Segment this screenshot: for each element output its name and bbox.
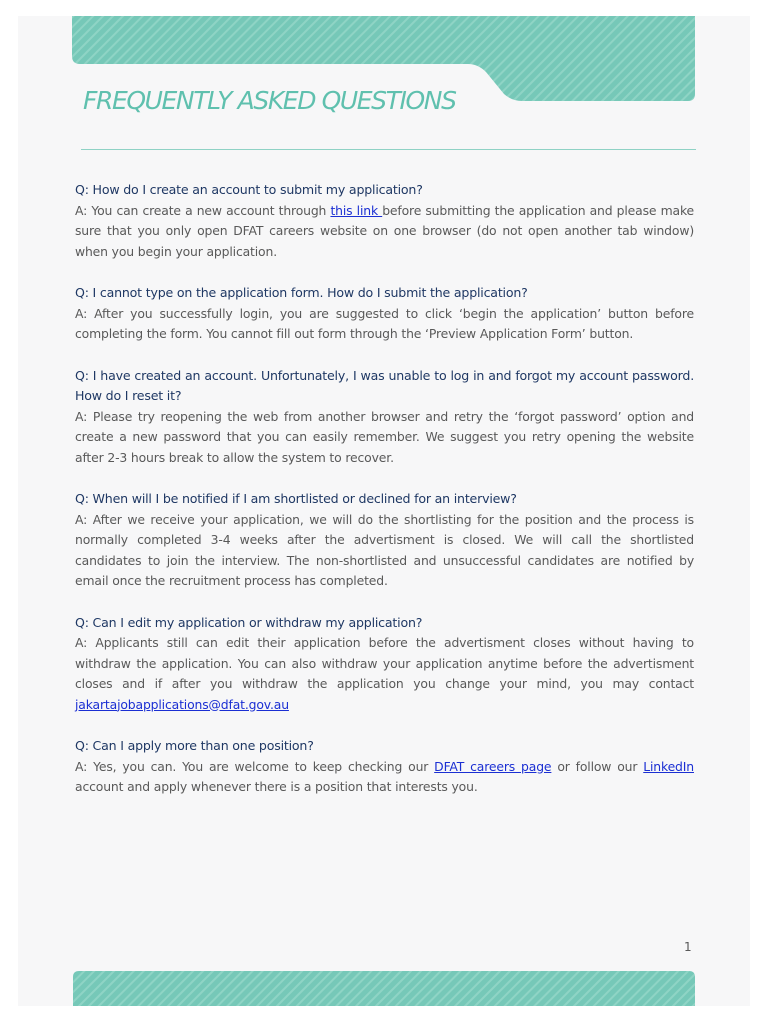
create-account-link[interactable]: this link: [330, 202, 383, 218]
contact-email-link[interactable]: jakartajobapplications@dfat.gov.au: [75, 696, 289, 712]
answer-text: A: Yes, you can. You are welcome to keep checking our: [75, 758, 435, 774]
faq-item: [75, 366, 694, 469]
answer-text: A: You can create a new account through: [75, 202, 331, 218]
faq-answer: A: Please try reopening the web from another browser and retry the ‘forgot password’ option and create a new password that you can easily remember. We suggest you retry opening the website after 2-3 hours break to allow the system to recover.: [75, 408, 694, 465]
page-title: FREQUENTLY ASKED QUESTIONS: [83, 86, 456, 115]
faq-question: Q: I have created an account. Unfortunately, I was unable to log in and forgot my account password. How do I reset it?: [75, 367, 694, 403]
answer-text: or follow our: [551, 758, 644, 774]
answer-text: A: Applicants still can edit their application before the advertisment closes without having to withdraw the application. You can also withdraw your application anytime before the advertisment closes and if after you withdraw the application you change your mind, you may contact: [75, 635, 694, 691]
linkedin-link[interactable]: LinkedIn: [643, 758, 694, 774]
faq-question: Q: When will I be notified if I am shortlisted or declined for an interview?: [75, 491, 517, 506]
faq-question: Q: How do I create an account to submit my application?: [75, 182, 423, 197]
faq-answer: [75, 757, 694, 798]
answer-text: before submitting the application and please make sure that you only open DFAT careers website on one browser (do not open another tab window) when you begin your application.: [75, 202, 695, 259]
faq-answer: A: After we receive your application, we will do the shortlisting for the position and the process is normally completed 3-4 weeks after the advertisment is closed. We will call the shortlisted candidates to join the interview. The non-shortlisted and unsuccessful candidates are notified by email once the recruitment process has completed.: [75, 511, 694, 588]
title-divider: [81, 149, 696, 150]
faq-question: Q: Can I apply more than one position?: [75, 738, 314, 753]
faq-list: [75, 180, 694, 819]
faq-question: Q: Can I edit my application or withdraw my application?: [75, 614, 423, 630]
faq-answer: A: After you successfully login, you are suggested to click ‘begin the application’ button before completing the form. You cannot fill out form through the ‘Preview Application Form’ button.: [75, 305, 694, 341]
answer-text: account and apply whenever there is a position that interests you.: [75, 779, 478, 794]
footer-decorative-band: [73, 971, 695, 1006]
faq-item: [75, 736, 694, 798]
faq-question: Q: I cannot type on the application form. How do I submit the application?: [75, 285, 528, 300]
faq-item: [75, 180, 694, 262]
faq-item: [75, 613, 694, 716]
faq-answer: [75, 633, 694, 715]
faq-answer: [75, 201, 694, 263]
faq-item: [75, 489, 694, 592]
dfat-careers-link[interactable]: DFAT careers page: [434, 758, 552, 774]
page-number: 1: [684, 940, 692, 954]
faq-item: [75, 283, 694, 345]
